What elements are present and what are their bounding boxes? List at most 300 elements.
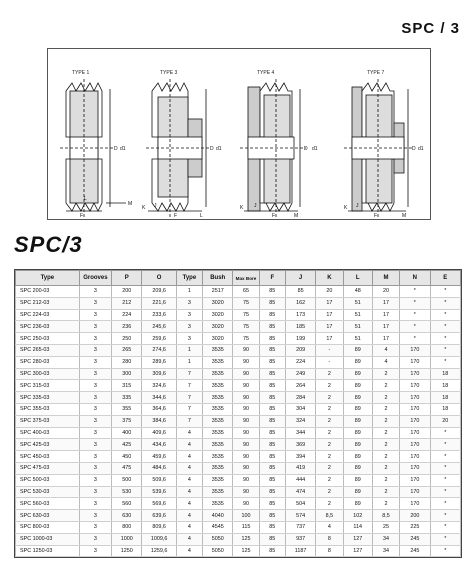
table-cell: 4 [176,427,202,439]
table-cell: 2 [372,474,399,486]
column-header: P [112,271,142,286]
svg-text:L: L [84,196,87,202]
table-cell: 309,6 [142,368,176,380]
svg-text:d1: d1 [418,146,424,152]
table-cell: 3 [79,321,111,333]
table-cell: 224 [285,356,315,368]
table-cell: 1259,6 [142,545,176,557]
table-cell: SPC 224-03 [16,309,80,321]
table-row [16,392,461,404]
table-cell: * [430,545,460,557]
table-cell: 17 [372,309,399,321]
table-cell: 89 [343,403,372,415]
column-header: E [430,271,460,286]
table-cell: SPC 560-03 [16,498,80,510]
table-cell: 17 [316,321,343,333]
table-cell: 265 [112,344,142,356]
table-cell: * [430,521,460,533]
table-cell: 4 [176,545,202,557]
table-cell: * [430,439,460,451]
table-cell: 324 [285,415,315,427]
table-cell: 3 [79,498,111,510]
table-cell: 3020 [203,297,233,309]
table-cell: 200 [112,286,142,298]
table-cell: 85 [259,321,285,333]
table-cell: 250 [112,333,142,345]
table-cell: 90 [233,462,259,474]
table-cell: 474 [285,486,315,498]
section-heading: SPC/3 [14,232,83,257]
table-cell: 4 [372,356,399,368]
table-cell: * [430,333,460,345]
table-cell: 170 [400,474,430,486]
table-cell: 18 [430,380,460,392]
table-cell: * [430,344,460,356]
table-cell: 85 [285,286,315,298]
table-cell: 3535 [203,380,233,392]
table-cell: 375 [112,415,142,427]
table-cell: 85 [259,392,285,404]
table-cell: 3 [79,533,111,545]
table-cell: 236 [112,321,142,333]
table-cell: 4545 [203,521,233,533]
table-cell: 4 [176,533,202,545]
table-cell: 2 [316,474,343,486]
table-cell: * [430,498,460,510]
svg-text:d1: d1 [312,146,318,152]
table-cell: 3535 [203,427,233,439]
table-cell: 3 [176,297,202,309]
table-cell: 2 [372,380,399,392]
table-cell: 1250 [112,545,142,557]
table-cell: 394 [285,451,315,463]
table-cell: 90 [233,439,259,451]
table-cell: 2 [316,498,343,510]
table-cell: 500 [112,474,142,486]
svg-text:J: J [356,203,359,209]
table-cell: * [430,309,460,321]
table-cell: 3 [79,521,111,533]
table-cell: 484,6 [142,462,176,474]
table-cell: 89 [343,415,372,427]
table-cell: - [316,356,343,368]
table-cell: 89 [343,451,372,463]
type-1-drawing [54,79,138,219]
table-row [16,545,461,557]
table-cell: * [400,297,430,309]
table-cell: 3 [79,344,111,356]
table-cell: 20 [372,286,399,298]
table-cell: 89 [343,439,372,451]
table-cell: SPC 200-03 [16,286,80,298]
table-cell: 85 [259,427,285,439]
table-cell: 8 [316,545,343,557]
table-cell: 4 [176,486,202,498]
table-cell: 364,6 [142,403,176,415]
table-cell: 51 [343,333,372,345]
table-cell: 224 [112,309,142,321]
table-cell: 90 [233,344,259,356]
table-cell: 89 [343,356,372,368]
table-cell: 18 [430,392,460,404]
table-cell: SPC 335-03 [16,392,80,404]
table-row [16,309,461,321]
column-header: M [372,271,399,286]
table-cell: SPC 530-03 [16,486,80,498]
table-row [16,498,461,510]
table-row [16,486,461,498]
table-cell: 85 [259,344,285,356]
table-cell: * [430,486,460,498]
svg-text:J: J [254,203,257,209]
table-cell: 3020 [203,321,233,333]
table-cell: 2 [316,486,343,498]
table-cell: 1 [176,286,202,298]
table-cell: 20 [316,286,343,298]
table-cell: 89 [343,392,372,404]
table-cell: 89 [343,486,372,498]
table-cell: 8,5 [316,510,343,522]
table-cell: 2 [372,403,399,415]
table-cell: 2 [372,368,399,380]
table-cell: 7 [176,368,202,380]
table-cell: 18 [430,368,460,380]
table-cell: 209 [285,344,315,356]
table-cell: 170 [400,462,430,474]
column-header: Type [16,271,80,286]
table-cell: * [430,297,460,309]
table-cell: 937 [285,533,315,545]
table-cell: 51 [343,297,372,309]
table-cell: 17 [316,309,343,321]
table-cell: 369 [285,439,315,451]
table-cell: 3 [79,474,111,486]
table-cell: 170 [400,439,430,451]
table-cell: 85 [259,286,285,298]
table-cell: SPC 375-03 [16,415,80,427]
table-cell: 4 [176,521,202,533]
table-cell: 89 [343,344,372,356]
svg-text:J: J [154,203,157,209]
table-cell: 560 [112,498,142,510]
table-cell: 2 [372,486,399,498]
table-row [16,462,461,474]
table-cell: 170 [400,415,430,427]
table-cell: * [430,321,460,333]
table-cell: 2 [316,380,343,392]
table-row [16,321,461,333]
table-row [16,344,461,356]
table-cell: 504 [285,498,315,510]
table-cell: 3 [79,286,111,298]
table-cell: 355 [112,403,142,415]
table-cell: 1009,6 [142,533,176,545]
table-cell: 315 [112,380,142,392]
table-cell: 574 [285,510,315,522]
table-cell: 2 [316,415,343,427]
table-cell: 75 [233,321,259,333]
table-cell: 85 [259,368,285,380]
table-cell: 3535 [203,344,233,356]
table-cell: 5050 [203,545,233,557]
table-cell: 630 [112,510,142,522]
svg-text:d1: d1 [120,146,126,152]
table-cell: 75 [233,309,259,321]
table-cell: 85 [259,545,285,557]
table-cell: 85 [259,415,285,427]
table-cell: 89 [343,462,372,474]
table-cell: 3 [79,510,111,522]
table-cell: 2 [372,498,399,510]
table-cell: 17 [372,297,399,309]
type-7-drawing [340,79,428,219]
table-cell: 245 [400,533,430,545]
table-cell: 162 [285,297,315,309]
table-cell: 75 [233,297,259,309]
type-1-label: TYPE 1 [72,70,90,76]
table-cell: 85 [259,533,285,545]
column-header: Max Bore [233,271,259,286]
table-cell: 3 [79,333,111,345]
table-cell: 2 [316,462,343,474]
table-cell: 221,6 [142,297,176,309]
table-cell: 89 [343,380,372,392]
table-cell: 2 [372,427,399,439]
table-cell: 539,6 [142,486,176,498]
column-header: Grooves [79,271,111,286]
table-cell: 3 [79,368,111,380]
type-7-label: TYPE 7 [367,70,385,76]
table-cell: 18 [430,403,460,415]
table-cell: 4040 [203,510,233,522]
table-cell: SPC 1250-03 [16,545,80,557]
svg-text:F: F [374,213,378,219]
table-cell: 65 [233,286,259,298]
type-3-drawing [140,79,232,219]
table-cell: 212 [112,297,142,309]
table-cell: 17 [316,297,343,309]
table-cell: 3535 [203,486,233,498]
table-cell: 170 [400,498,430,510]
table-cell: 2 [316,439,343,451]
table-cell: 170 [400,368,430,380]
table-row [16,427,461,439]
table-cell: 90 [233,498,259,510]
table-cell: 90 [233,403,259,415]
table-cell: 127 [343,545,372,557]
svg-text:M: M [402,213,407,219]
table-cell: SPC 250-03 [16,333,80,345]
table-cell: 85 [259,297,285,309]
table-cell: 7 [176,392,202,404]
table-cell: 3 [79,415,111,427]
table-cell: 800 [112,521,142,533]
table-cell: 475 [112,462,142,474]
table-cell: 90 [233,486,259,498]
table-cell: 17 [316,333,343,345]
table-cell: 4 [176,510,202,522]
specs-table-container [14,269,462,558]
table-cell: SPC 315-03 [16,380,80,392]
table-cell: 249 [285,368,315,380]
table-cell: 1000 [112,533,142,545]
table-cell: * [430,286,460,298]
table-cell: 3535 [203,498,233,510]
table-cell: 170 [400,380,430,392]
table-cell: 3535 [203,392,233,404]
table-cell: 170 [400,486,430,498]
table-cell: 34 [372,545,399,557]
svg-text:L: L [200,213,203,219]
table-cell: 90 [233,451,259,463]
table-cell: 90 [233,415,259,427]
table-cell: 233,6 [142,309,176,321]
table-cell: 85 [259,462,285,474]
table-cell: 4 [176,474,202,486]
table-cell: * [430,356,460,368]
table-cell: 434,6 [142,439,176,451]
table-cell: * [400,309,430,321]
table-cell: - [316,344,343,356]
column-header: Bush [203,271,233,286]
table-cell: 85 [259,510,285,522]
table-cell: 3020 [203,333,233,345]
table-row [16,439,461,451]
table-cell: SPC 400-03 [16,427,80,439]
table-cell: 102 [343,510,372,522]
table-cell: 17 [372,321,399,333]
table-cell: 209,6 [142,286,176,298]
column-header: K [316,271,343,286]
table-cell: 2 [316,427,343,439]
table-cell: 284 [285,392,315,404]
svg-text:F: F [272,213,276,219]
table-cell: 264 [285,380,315,392]
table-cell: 3020 [203,309,233,321]
table-cell: 89 [343,498,372,510]
table-row [16,368,461,380]
table-cell: SPC 450-03 [16,451,80,463]
table-cell: 125 [233,533,259,545]
table-cell: 85 [259,356,285,368]
table-cell: SPC 355-03 [16,403,80,415]
table-cell: 90 [233,392,259,404]
table-cell: 51 [343,321,372,333]
table-cell: 2 [372,439,399,451]
table-cell: 2 [372,415,399,427]
table-cell: 85 [259,403,285,415]
table-cell: 3 [176,321,202,333]
table-cell: 335 [112,392,142,404]
table-cell: 48 [343,286,372,298]
table-cell: 409,6 [142,427,176,439]
table-cell: 114 [343,521,372,533]
table-cell: 85 [259,451,285,463]
svg-text:K: K [344,205,348,211]
table-cell: 3 [79,545,111,557]
table-cell: 384,6 [142,415,176,427]
svg-text:D: D [304,146,308,152]
table-cell: 530 [112,486,142,498]
table-cell: 170 [400,392,430,404]
table-cell: 344,6 [142,392,176,404]
specs-table [15,270,461,557]
table-cell: 400 [112,427,142,439]
table-cell: * [430,451,460,463]
table-cell: 2517 [203,286,233,298]
table-cell: 3 [79,427,111,439]
table-cell: 3535 [203,415,233,427]
table-row [16,451,461,463]
table-cell: * [430,462,460,474]
column-header: F [259,271,285,286]
table-cell: 115 [233,521,259,533]
table-cell: 3535 [203,368,233,380]
table-row [16,356,461,368]
table-row [16,380,461,392]
table-cell: * [430,474,460,486]
svg-text:F: F [80,213,84,219]
table-body [16,286,461,557]
table-cell: 419 [285,462,315,474]
table-cell: SPC 280-03 [16,356,80,368]
table-cell: 20 [430,415,460,427]
table-cell: 85 [259,439,285,451]
table-cell: 1 [176,344,202,356]
table-cell: 280 [112,356,142,368]
table-cell: SPC 300-03 [16,368,80,380]
table-cell: 3 [79,356,111,368]
table-cell: 89 [343,368,372,380]
table-cell: 89 [343,474,372,486]
svg-text:M: M [294,213,299,219]
table-cell: 85 [259,474,285,486]
table-cell: 3535 [203,439,233,451]
table-row [16,297,461,309]
table-cell: * [400,286,430,298]
table-row [16,333,461,345]
table-cell: 2 [316,403,343,415]
table-row [16,533,461,545]
table-cell: 2 [372,392,399,404]
table-header-row [16,271,461,286]
table-cell: 3 [79,462,111,474]
svg-text:D: D [114,146,118,152]
table-cell: 4 [372,344,399,356]
table-cell: 170 [400,403,430,415]
table-cell: 200 [400,510,430,522]
table-cell: 85 [259,309,285,321]
type-3-label: TYPE 3 [160,70,178,76]
table-cell: 75 [233,333,259,345]
table-cell: * [430,510,460,522]
column-header: L [343,271,372,286]
table-cell: 3535 [203,462,233,474]
table-cell: 170 [400,356,430,368]
table-cell: 3 [79,403,111,415]
table-cell: 3 [79,297,111,309]
table-cell: SPC 800-03 [16,521,80,533]
table-cell: 3 [79,439,111,451]
table-cell: 5050 [203,533,233,545]
table-cell: 3 [79,486,111,498]
table-cell: 3 [79,392,111,404]
table-cell: 25 [372,521,399,533]
table-cell: 3535 [203,356,233,368]
table-cell: 3 [176,309,202,321]
table-cell: 809,6 [142,521,176,533]
table-cell: 4 [176,451,202,463]
